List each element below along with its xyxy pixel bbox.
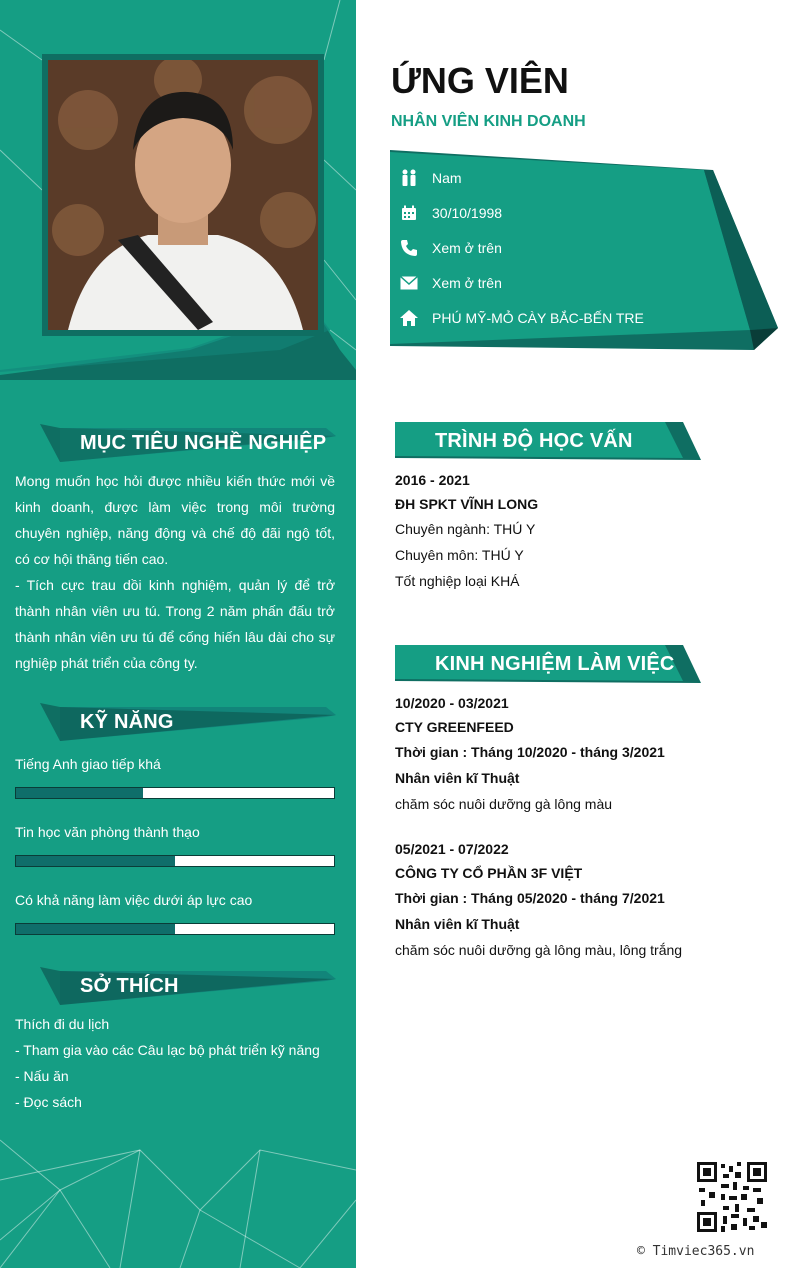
education-major: Chuyên ngành: THÚ Y bbox=[395, 521, 536, 537]
email-value: Xem ở trên bbox=[432, 275, 502, 291]
education-school: ĐH SPKT VĨNH LONG bbox=[395, 496, 539, 512]
calendar-icon bbox=[398, 202, 420, 224]
skill-fill-3 bbox=[16, 924, 175, 934]
hobbies-banner bbox=[36, 967, 336, 1005]
info-email bbox=[398, 272, 502, 294]
job-1-desc: chăm sóc nuôi dưỡng gà lông màu bbox=[395, 796, 613, 812]
experience-title: KINH NGHIỆM LÀM VIỆC bbox=[435, 653, 675, 675]
info-address bbox=[398, 307, 644, 329]
sidebar bbox=[0, 0, 356, 1268]
skill-bar-3 bbox=[15, 923, 335, 935]
job-2-period: 05/2021 - 07/2022 bbox=[395, 841, 509, 857]
skills-title: KỸ NĂNG bbox=[80, 711, 174, 733]
job-2-role: Nhân viên kĩ Thuật bbox=[395, 916, 520, 932]
candidate-name: ỨNG VIÊN bbox=[391, 60, 569, 101]
skill-label-2: Tin học văn phòng thành thạo bbox=[15, 824, 200, 840]
objective-text: Mong muốn học hỏi được nhiều kiến thức mới về kinh doanh, được làm việc trong môi trường chuyên nghiệp, năng động và chế độ đãi ngộ tốt, có cơ hội thăng tiến cao. bbox=[15, 473, 335, 567]
hobby-item-3: - Nấu ăn bbox=[15, 1068, 69, 1084]
job-2-time: Thời gian : Tháng 05/2020 - tháng 7/2021 bbox=[395, 890, 665, 906]
education-banner bbox=[395, 422, 705, 462]
skill-label-1: Tiếng Anh giao tiếp khá bbox=[15, 756, 161, 772]
address-value: PHÚ MỸ-MỎ CÀY BẮC-BẾN TRE bbox=[432, 310, 644, 326]
objective-banner bbox=[36, 424, 336, 462]
job-1-period: 10/2020 - 03/2021 bbox=[395, 695, 509, 711]
objective-title: MỤC TIÊU NGHỀ NGHIỆP bbox=[80, 432, 327, 454]
education-grade: Tốt nghiệp loại KHÁ bbox=[395, 573, 520, 589]
phone-value: Xem ở trên bbox=[432, 240, 502, 256]
hobby-item-2: - Tham gia vào các Câu lạc bộ phát triển kỹ năng bbox=[15, 1042, 320, 1058]
people-icon bbox=[398, 167, 420, 189]
hobbies-title: SỞ THÍCH bbox=[80, 975, 179, 997]
experience-banner bbox=[395, 645, 705, 685]
skill-bar-1 bbox=[15, 787, 335, 799]
photo-frame bbox=[42, 54, 324, 336]
phone-icon bbox=[398, 237, 420, 259]
job-2-company: CÔNG TY CỔ PHẦN 3F VIỆT bbox=[395, 865, 583, 881]
skill-bar-2 bbox=[15, 855, 335, 867]
home-icon bbox=[398, 307, 420, 329]
hobby-item-1: Thích đi du lịch bbox=[15, 1016, 110, 1032]
objective-text-2: - Tích cực trau dồi kinh nghiệm, quản lý để trở thành nhân viên ưu tú. Trong 2 năm phấn đấu trở thành nhân viên ưu tú để cống hiến lâu dài cho sự nghiệp phát triển của công ty. bbox=[15, 577, 335, 671]
footer-copyright: © Timviec365.vn bbox=[637, 1244, 755, 1259]
job-1-company: CTY GREENFEED bbox=[395, 719, 514, 735]
education-title: TRÌNH ĐỘ HỌC VẤN bbox=[435, 430, 633, 452]
education-period: 2016 - 2021 bbox=[395, 472, 470, 488]
job-1-role: Nhân viên kĩ Thuật bbox=[395, 770, 520, 786]
mail-icon bbox=[398, 272, 420, 294]
skills-banner bbox=[36, 703, 336, 741]
birthdate-value: 30/10/1998 bbox=[432, 205, 503, 221]
education-specialty: Chuyên môn: THÚ Y bbox=[395, 547, 524, 563]
candidate-photo bbox=[48, 60, 318, 330]
info-phone bbox=[398, 237, 502, 259]
skill-fill-2 bbox=[16, 856, 175, 866]
info-gender bbox=[398, 167, 462, 189]
job-2-desc: chăm sóc nuôi dưỡng gà lông màu, lông trắng bbox=[395, 942, 683, 958]
hobby-item-4: - Đọc sách bbox=[15, 1094, 82, 1110]
job-1-time: Thời gian : Tháng 10/2020 - tháng 3/2021 bbox=[395, 744, 665, 760]
gender-value: Nam bbox=[432, 170, 462, 186]
skill-label-3: Có khả năng làm việc dưới áp lực cao bbox=[15, 892, 253, 908]
qr-code bbox=[697, 1162, 767, 1232]
skill-fill-1 bbox=[16, 788, 143, 798]
info-birthdate bbox=[398, 202, 502, 224]
candidate-position: NHÂN VIÊN KINH DOANH bbox=[391, 113, 586, 130]
